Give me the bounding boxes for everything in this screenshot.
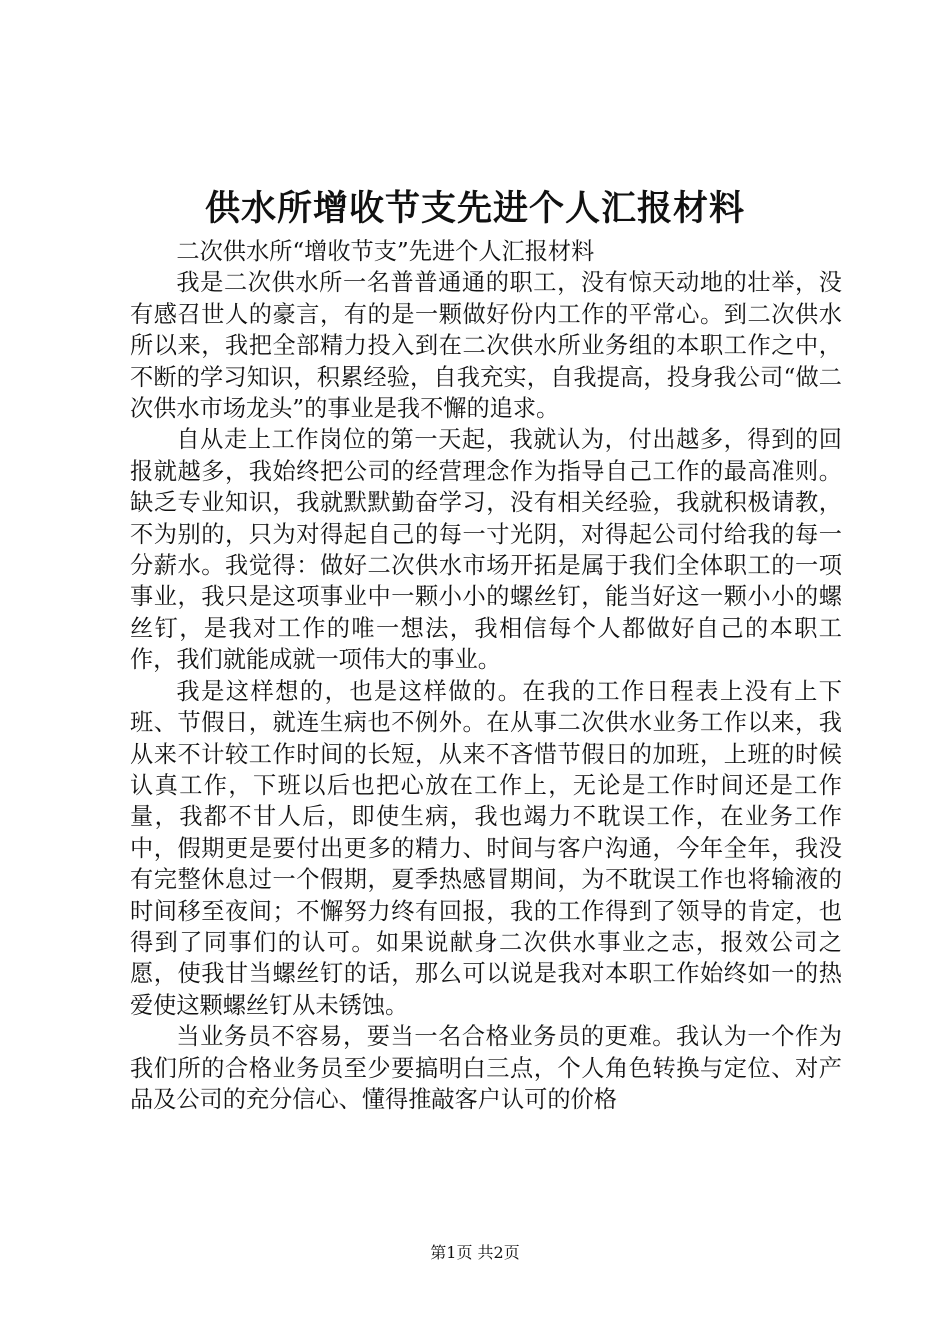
paragraph: 当业务员不容易，要当一名合格业务员的更难。我认为一个作为我们所的合格业务员至少要搞明白三点，个人角色转换与定位、对产品及公司的充分信心、懂得推敲客户认可的价格 <box>130 1023 842 1113</box>
page-number-footer: 第1页 共2页 <box>430 1243 520 1262</box>
paragraph: 我是这样想的，也是这样做的。在我的工作日程表上没有上下班、节假日，就连生病也不例外。在从事二次供水业务工作以来，我从来不计较工作时间的长短，从来不吝惜节假日的加班，上班的时候认真工作，下班以后也把心放在工作上，无论是工作时间还是工作量，我都不甘人后，即使生病，我也竭力不耽误工作，在业务工作中，假期更是要付出更多的精力、时间与客户沟通，今年全年，我没有完整休息过一个假期，夏季热感冒期间，为不耽误工作也将输液的时间移至夜间；不懈努力终有回报，我的工作得到了领导的肯定，也得到了同事们的认可。如果说献身二次供水事业之志，报效公司之愿，使我甘当螺丝钉的话，那么可以说是我对本职工作始终如一的热爱使这颗螺丝钉从未锈蚀。 <box>130 677 842 1019</box>
document-body <box>130 236 842 1115</box>
document-title: 供水所增收节支先进个人汇报材料 <box>204 188 745 229</box>
paragraph-subtitle: 二次供水所“增收节支”先进个人汇报材料 <box>176 238 595 265</box>
paragraph: 我是二次供水所一名普普通通的职工，没有惊天动地的壮举，没有感召世人的豪言，有的是一颗做好份内工作的平常心。到二次供水所以来，我把全部精力投入到在二次供水所业务组的本职工作之中，不断的学习知识，积累经验，自我充实，自我提高，投身我公司“做二次供水市场龙头”的事业是我不懈的追求。 <box>130 269 842 423</box>
paragraph: 自从走上工作岗位的第一天起，我就认为，付出越多，得到的回报就越多，我始终把公司的经营理念作为指导自己工作的最高准则。缺乏专业知识，我就默默勤奋学习，没有相关经验，我就积极请教，不为别的，只为对得起自己的每一寸光阴，对得起公司付给我的每一分薪水。我觉得：做好二次供水市场开拓是属于我们全体职工的一项事业，我只是这项事业中一颗小小的螺丝钉，能当好这一颗小小的螺丝钉，是我对工作的唯一想法，我相信每个人都做好自己的本职工作，我们就能成就一项伟大的事业。 <box>130 426 842 674</box>
